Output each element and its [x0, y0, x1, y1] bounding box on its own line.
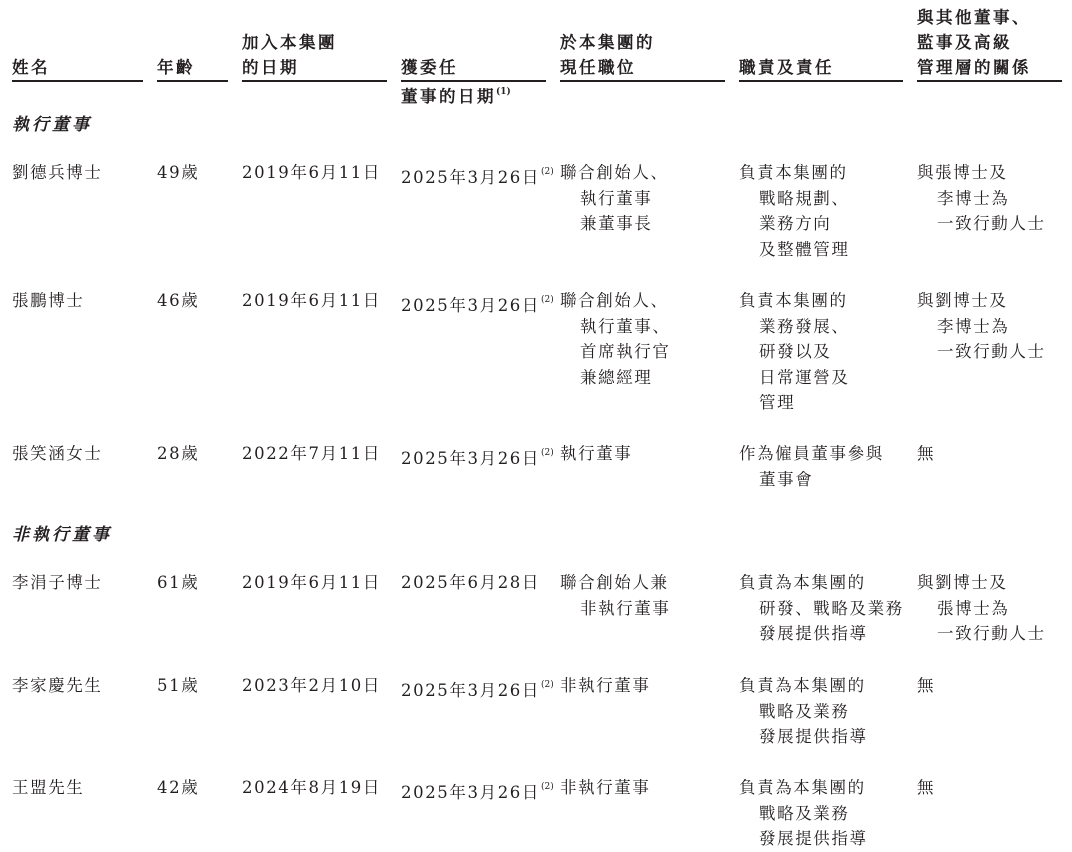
relationship — [917, 673, 935, 699]
header-position: 於本集團的 現任職位 — [560, 33, 655, 77]
current-position — [560, 288, 671, 390]
duties-line: 負責為本集團的 — [739, 676, 866, 695]
header-rule-relationship — [917, 80, 1062, 82]
relationship — [917, 775, 935, 801]
duties — [739, 775, 868, 852]
position-line: 兼董事長 — [580, 214, 653, 234]
director-age: 42歲 — [157, 778, 200, 797]
header-rule-age — [157, 80, 228, 82]
duties-line: 發展提供指導 — [759, 624, 868, 644]
position-line: 執行董事 — [580, 188, 653, 208]
relationship-line: 一致行動人士 — [937, 624, 1046, 644]
relationship-line: 一致行動人士 — [937, 342, 1046, 362]
appointed-date — [401, 288, 554, 319]
relationship-line: 一致行動人士 — [937, 214, 1046, 234]
director-age: 51歲 — [157, 676, 200, 695]
duties-line: 董事會 — [759, 469, 814, 489]
appointed-date — [401, 673, 554, 704]
duties-line: 業務發展、 — [759, 316, 850, 336]
position-line: 非執行董事 — [580, 598, 671, 618]
header-relationship: 與其他董事、 監事及高級 管理層的關係 — [917, 8, 1031, 77]
relationship-line: 張博士為 — [937, 598, 1010, 618]
director-name: 張笑涵女士 — [12, 444, 103, 463]
director-age: 28歲 — [157, 444, 200, 463]
header-rule-position — [560, 80, 725, 82]
duties-line: 研發、戰略及業務 — [759, 598, 904, 618]
position-line: 聯合創始人、 — [560, 291, 669, 310]
current-position — [560, 160, 669, 237]
duties-line: 管理 — [759, 393, 796, 413]
appointed-date — [401, 570, 540, 596]
relationship-line: 與劉博士及 — [917, 573, 1008, 592]
position-line: 非執行董事 — [560, 778, 651, 797]
current-position — [560, 673, 651, 699]
join-date: 2022年7月11日 — [242, 444, 381, 463]
header-appointed-date-label: 獲委任 董事的日期 — [401, 58, 496, 106]
footnote-marker: (2) — [541, 295, 554, 305]
position-line: 執行董事 — [560, 444, 633, 463]
position-line: 聯合創始人、 — [560, 163, 669, 182]
header-age: 年齡 — [157, 58, 195, 77]
relationship — [917, 570, 1046, 647]
appointed-date-value: 2025年3月26日 — [401, 783, 540, 802]
director-age: 49歲 — [157, 163, 200, 182]
position-line: 聯合創始人兼 — [560, 573, 669, 592]
appointed-date-value: 2025年3月26日 — [401, 681, 540, 700]
join-date: 2019年6月11日 — [242, 573, 381, 592]
header-rule-join-date — [242, 80, 387, 82]
appointed-date — [401, 160, 554, 191]
header-rule-appointed-date — [401, 80, 546, 82]
relationship-line: 李博士為 — [937, 316, 1010, 336]
appointed-date-value: 2025年3月26日 — [401, 168, 540, 187]
header-rule-name — [12, 80, 143, 82]
duties-line: 發展提供指導 — [759, 829, 868, 849]
appointed-date-value: 2025年3月26日 — [401, 296, 540, 315]
header-rule-duties — [739, 80, 903, 82]
duties-line: 發展提供指導 — [759, 727, 868, 747]
header-name: 姓名 — [12, 58, 50, 77]
director-age: 61歲 — [157, 573, 200, 592]
join-date: 2019年6月11日 — [242, 291, 381, 310]
position-line: 執行董事、 — [580, 316, 671, 336]
relationship-line: 無 — [917, 676, 936, 695]
header-join-date: 加入本集團 的日期 — [242, 33, 337, 77]
duties-line: 戰略及業務 — [759, 803, 850, 823]
appointed-date-value: 2025年3月26日 — [401, 449, 540, 468]
duties — [739, 160, 850, 262]
position-line: 非執行董事 — [560, 676, 651, 695]
duties — [739, 288, 850, 416]
duties — [739, 673, 868, 750]
header-appointed-date-note: (1) — [496, 87, 511, 97]
current-position — [560, 570, 671, 621]
current-position — [560, 775, 651, 801]
relationship-line: 與劉博士及 — [917, 291, 1008, 310]
relationship-line: 無 — [917, 444, 936, 463]
relationship-line: 與張博士及 — [917, 163, 1008, 182]
appointed-date-value: 2025年6月28日 — [401, 573, 540, 592]
footnote-marker: (2) — [541, 167, 554, 177]
duties-line: 戰略規劃、 — [759, 188, 850, 208]
relationship — [917, 160, 1046, 237]
director-name: 劉德兵博士 — [12, 163, 103, 182]
relationship-line: 李博士為 — [937, 188, 1010, 208]
director-name: 王盟先生 — [12, 778, 85, 797]
relationship — [917, 288, 1046, 365]
join-date: 2023年2月10日 — [242, 676, 381, 695]
duties-line: 業務方向 — [759, 214, 832, 234]
footnote-marker: (2) — [541, 782, 554, 792]
duties-line: 負責為本集團的 — [739, 573, 866, 592]
duties-line: 日常運營及 — [759, 367, 850, 387]
header-duties: 職責及責任 — [739, 58, 834, 77]
join-date: 2024年8月19日 — [242, 778, 381, 797]
duties-line: 負責為本集團的 — [739, 778, 866, 797]
duties-line: 負責本集團的 — [739, 291, 848, 310]
footnote-marker: (2) — [541, 680, 554, 690]
appointed-date — [401, 441, 554, 472]
footnote-marker: (2) — [541, 448, 554, 458]
relationship-line: 無 — [917, 778, 936, 797]
relationship — [917, 441, 935, 467]
appointed-date — [401, 775, 554, 806]
section-title: 非執行董事 — [12, 525, 112, 545]
duties — [739, 441, 884, 492]
director-name: 李涓子博士 — [12, 573, 103, 592]
director-name: 李家慶先生 — [12, 676, 103, 695]
join-date: 2019年6月11日 — [242, 163, 381, 182]
duties-line: 負責本集團的 — [739, 163, 848, 182]
duties-line: 及整體管理 — [759, 239, 850, 259]
duties-line: 作為僱員董事參與 — [739, 444, 884, 463]
current-position — [560, 441, 632, 467]
position-line: 兼總經理 — [580, 367, 653, 387]
position-line: 首席執行官 — [580, 342, 671, 362]
section-title: 執行董事 — [12, 115, 92, 135]
duties-line: 戰略及業務 — [759, 701, 850, 721]
duties — [739, 570, 904, 647]
duties-line: 研發以及 — [759, 342, 832, 362]
header-appointed-date — [401, 30, 511, 109]
director-name: 張鵬博士 — [12, 291, 85, 310]
director-age: 46歲 — [157, 291, 200, 310]
